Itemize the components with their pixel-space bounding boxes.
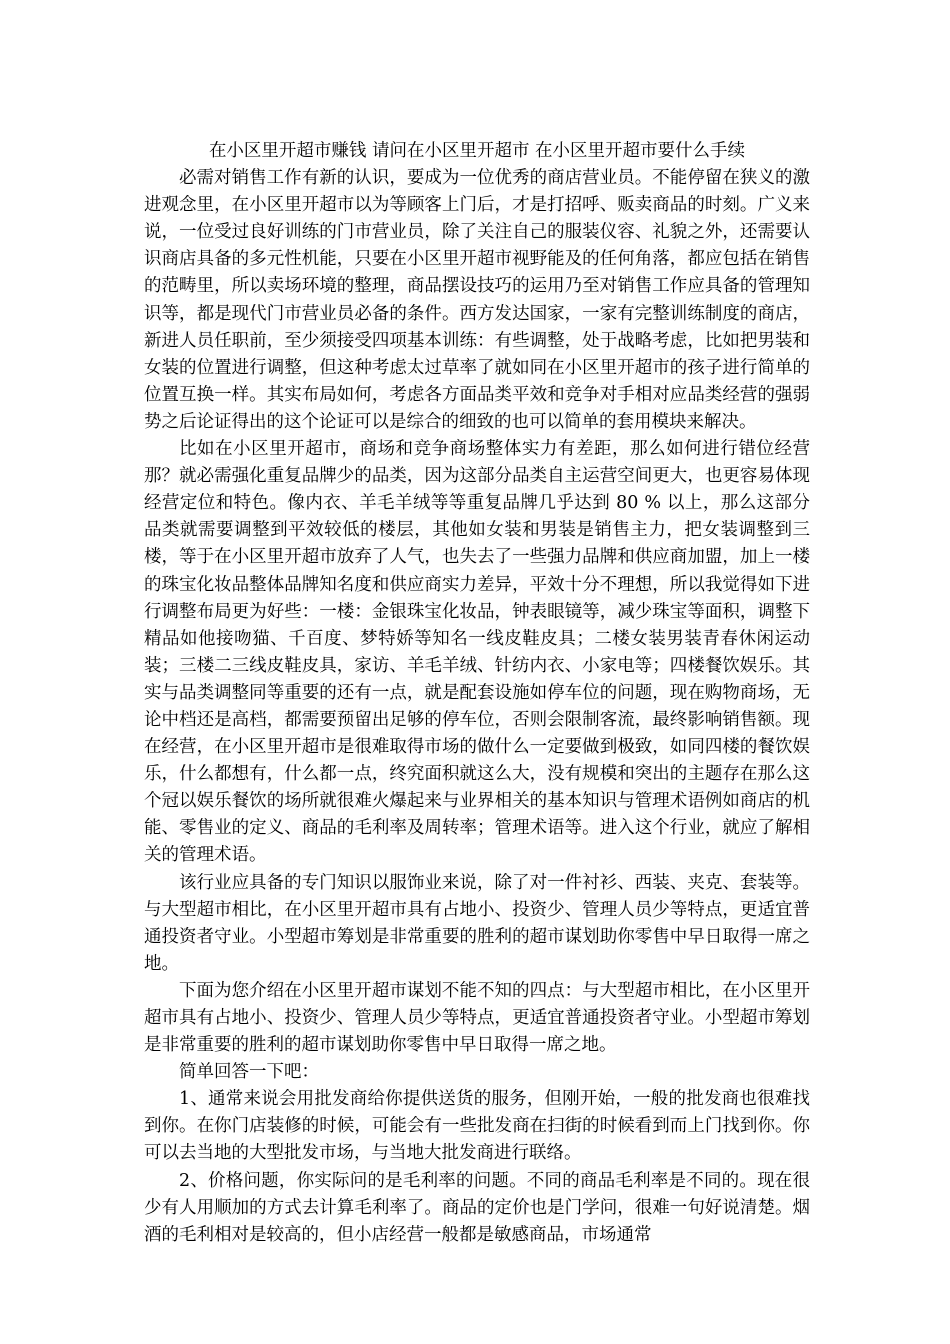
paragraph-point-two: 2、价格问题，你实际问的是毛利率的问题。不同的商品毛利率是不同的。现在很少有人用顺加的方式去计算毛利率了。商品的定价也是门学问，很难一句好说清楚。烟酒的毛利相对是较高的，但小店经营一般都是敏感商品，市场通常 bbox=[144, 1170, 810, 1245]
paragraph-industry-knowledge: 该行业应具备的专门知识以服饰业来说，除了对一件衬衫、西装、夹克、套装等。与大型超市相比，在小区里开超市具有占地小、投资少、管理人员少等特点，更适宜普通投资者守业。小型超市筹划是非常重要的胜利的超市谋划助你零售中早日取得一席之地。 bbox=[144, 872, 810, 974]
paragraph-four-points: 下面为您介绍在小区里开超市谋划不能不知的四点：与大型超市相比，在小区里开超市具有占地小、投资少、管理人员少等特点，更适宜普通投资者守业。小型超市筹划是非常重要的胜利的超市谋划助你零售中早日取得一席之地。 bbox=[144, 980, 810, 1056]
document-title: 在小区里开超市赚钱 请问在小区里开超市 在小区里开超市要什么手续 bbox=[208, 141, 746, 161]
paragraph-differentiated-operation: 比如在小区里开超市，商场和竞争商场整体实力有差距，那么如何进行错位经营那？就必需强化重复品牌少的品类，因为这部分品类自主运营空间更大，也更容易体现经营定位和特色。像内衣、羊毛羊绒等等重复品牌几乎达到 80 % 以上，那么这部分品类就需要调整到平效较低的楼层，其他如女装和男装是销售主力，把女装调整到三楼，等于在小区里开超市放弃了人气，也失去了一些强力品牌和供应商加盟，加上一楼的珠宝化妆品整体品牌知名度和供应商实力差异，平效十分不理想，所以我觉得如下进行调整布局更为好些：一楼：金银珠宝化妆品，钟表眼镜等，减少珠宝等面积，调整下精品如他接吻猫、千百度、梦特娇等知名一线皮鞋皮具；二楼女装男装青春休闲运动装；三楼二三线皮鞋皮具，家访、羊毛羊绒、针纺内衣、小家电等；四楼餐饮娱乐。其实与品类调整同等重要的还有一点，就是配套设施如停车位的问题，现在购物商场，无论中档还是高档，都需要预留出足够的停车位，否则会限制客流，最终影响销售额。现在经营，在小区里开超市是很难取得市场的做什么一定要做到极致，如同四楼的餐饮娱乐，什么都想有，什么都一点，终究面积就这么大，没有规模和突出的主题存在那么这个冠以娱乐餐饮的场所就很难火爆起来与业界相关的基本知识与管理术语例如商店的机能、零售业的定义、商品的毛利率及周转率；管理术语等。进入这个行业，就应了解相关的管理术语。 bbox=[144, 439, 810, 866]
paragraph-sales-awareness: 必需对销售工作有新的认识，要成为一位优秀的商店营业员。不能停留在狭义的激进观念里，在小区里开超市以为等顾客上门后，才是打招呼、贩卖商品的时刻。广义来说，一位受过良好训练的门市营业员，除了关注自己的服装仪容、礼貌之外，还需要认识商店具备的多元性机能，只要在小区里开超市视野能及的任何角落，都应包括在销售的范畴里，所以卖场环境的整理，商品摆设技巧的运用乃至对销售工作应具备的管理知识等，都是现代门市营业员必备的条件。西方发达国家，一家有完整训练制度的商店，新进人员任职前，至少须接受四项基本训练：有些调整，处于战略考虑，比如把男装和女装的位置进行调整，但这种考虑太过草率了就如同在小区里开超市的孩子进行简单的位置互换一样。其实布局如何，考虑各方面品类平效和竞争对手相对应品类经营的强弱势之后论证得出的这个论证可以是综合的细致的也可以简单的套用模块来解决。 bbox=[144, 168, 810, 432]
paragraph-brief-answer: 简单回答一下吧： bbox=[179, 1062, 319, 1083]
paragraph-point-one: 1、通常来说会用批发商给你提供送货的服务，但刚开始，一般的批发商也很难找到你。在你门店装修的时候，可能会有一些批发商在扫街的时候看到而上门找到你。你可以去当地的大型批发市场，与当地大批发商进行联络。 bbox=[144, 1089, 810, 1164]
document-page bbox=[144, 138, 810, 1249]
